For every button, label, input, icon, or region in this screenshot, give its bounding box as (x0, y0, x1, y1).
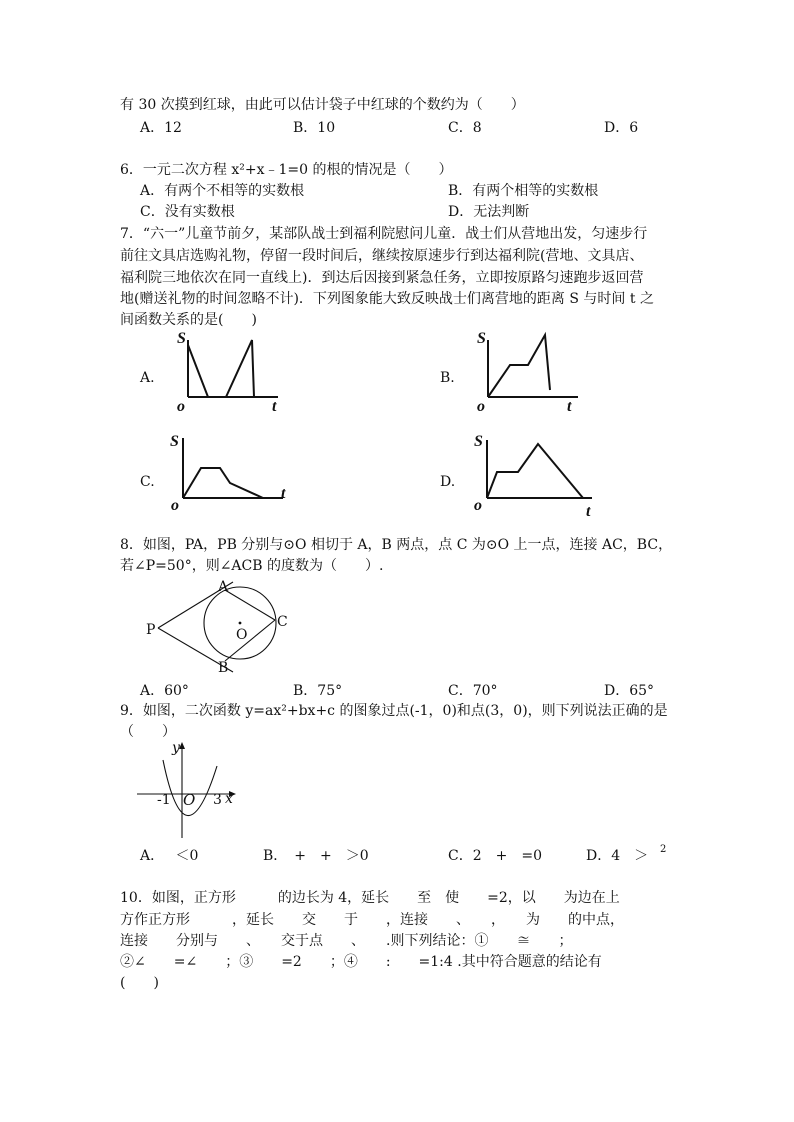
q5-option-a: A．12 (140, 120, 182, 136)
graph-line (188, 340, 254, 397)
q8-option-a: A．60° (140, 683, 189, 699)
origin-label: o (477, 398, 485, 415)
q8-line-1: 8．如图，PA，PB 分别与⊙O 相切于 A，B 两点，点 C 为⊙O 上一点，连接 AC，BC， (120, 537, 673, 553)
chord-ac (225, 590, 275, 620)
q7-line-5: 间函数关系的是( ) (120, 312, 257, 328)
axis-t-label: t (281, 485, 286, 502)
three-label: 3 (213, 792, 222, 808)
graph-line (488, 335, 550, 397)
point-p-label: P (146, 622, 156, 638)
axis-s-label: S (177, 330, 186, 347)
q7-line-1: 7．“六一”儿童节前夕，某部队战士到福利院慰问儿童．战士们从营地出发，匀速步行 (120, 226, 648, 242)
origin-label: o (177, 398, 185, 415)
graph-line (183, 468, 263, 498)
q9-line-2: （ ） (120, 724, 176, 740)
q8-option-b: B．75° (293, 683, 343, 699)
q7-graph-b (470, 325, 590, 415)
q10-line-4: ②∠ =∠ ；③ =2 ；④ : =1:4 .其中符合题意的结论有 (120, 954, 602, 970)
q7-line-3: 福利院三地依次在同一直线上)．到达后因接到紧急任务，立即按原路匀速跑步返回营 (120, 270, 644, 286)
q10-line-2: 方作正方形 ，延长 交 于 ，连接 、 ， 为 的中点， (120, 912, 624, 928)
axis-s-label: S (477, 330, 486, 347)
q8-circle-figure (140, 580, 300, 680)
q10-line-1: 10．如图，正方形 的边长为 4，延长 至 使 =2，以 为边在上 (120, 890, 620, 906)
chord-bc (225, 620, 275, 661)
q5-stem: 有 30 次摸到红球，由此可以估计袋子中红球的个数约为（ ） (120, 97, 525, 113)
neg-one-label: -1 (157, 792, 171, 808)
q8-option-d: D．65° (604, 683, 655, 699)
q7-option-d: D. (440, 474, 456, 490)
point-o-label: O (236, 627, 248, 643)
center-dot (239, 622, 242, 625)
q9-option-d: D．4 ＞ (586, 848, 649, 864)
axis-t-label: t (586, 503, 591, 520)
q6-stem: 6．一元二次方程 x²+x﹣1=0 的根的情况是（ ） (120, 162, 453, 178)
q6-option-b: B．有两个相等的实数根 (448, 183, 599, 199)
q9-line-1: 9．如图，二次函数 y=ax²+bx+c 的图象过点(-1，0)和点(3，0)，则下列说法正确的是 (120, 703, 668, 719)
q7-option-c: C. (140, 474, 155, 490)
q9-option-b: B． + + ＞0 (263, 848, 369, 864)
q8-line-2: 若∠P=50°，则∠ACB 的度数为（ ）. (120, 558, 384, 574)
origin-label: O (183, 791, 196, 809)
axis-s-label: S (170, 433, 179, 450)
point-a-label: A (218, 579, 229, 595)
q7-line-2: 前往文具店选购礼物，停留一段时间后，继续按原速步行到达福利院(营地、文具店、 (120, 248, 644, 264)
q9-option-a: A． ＜0 (140, 848, 199, 864)
axis-t-label: t (272, 398, 277, 415)
axis-s-label: S (474, 433, 483, 450)
q7-graph-a (170, 325, 290, 415)
q7-line-4: 地(赠送礼物的时间忽略不计)．下列图象能大致反映战士们离营地的距离 S 与时间 t 之 (120, 291, 654, 307)
q8-option-c: C．70° (448, 683, 498, 699)
point-b-label: B (218, 660, 229, 676)
origin-label: o (474, 497, 482, 514)
q6-option-a: A．有两个不相等的实数根 (140, 183, 305, 199)
q7-option-b: B. (440, 370, 455, 386)
graph-line (487, 444, 583, 498)
axis-t-label: t (567, 398, 572, 415)
q10-line-5: ( ) (120, 975, 159, 991)
origin-label: o (171, 497, 179, 514)
q5-option-c: C．8 (448, 120, 482, 136)
q5-option-d: D．6 (604, 120, 639, 136)
q6-option-c: C．没有实数根 (140, 204, 235, 220)
q10-line-3: 连接 分别与 、 交于点 、 .则下列结论：① ≅ ； (120, 933, 573, 949)
q9-option-c: C．2 + =0 (448, 848, 542, 864)
x-axis-label: x (225, 791, 233, 807)
q7-graph-c (168, 430, 298, 525)
q7-graph-d (470, 430, 600, 525)
point-c-label: C (277, 614, 288, 630)
q5-option-b: B．10 (293, 120, 336, 136)
q9-option-d-sup: 2 (660, 844, 667, 855)
q6-option-d: D．无法判断 (448, 204, 530, 220)
q9-parabola-figure (135, 738, 245, 838)
q7-option-a: A. (140, 370, 155, 386)
y-axis-label: y (172, 740, 180, 756)
